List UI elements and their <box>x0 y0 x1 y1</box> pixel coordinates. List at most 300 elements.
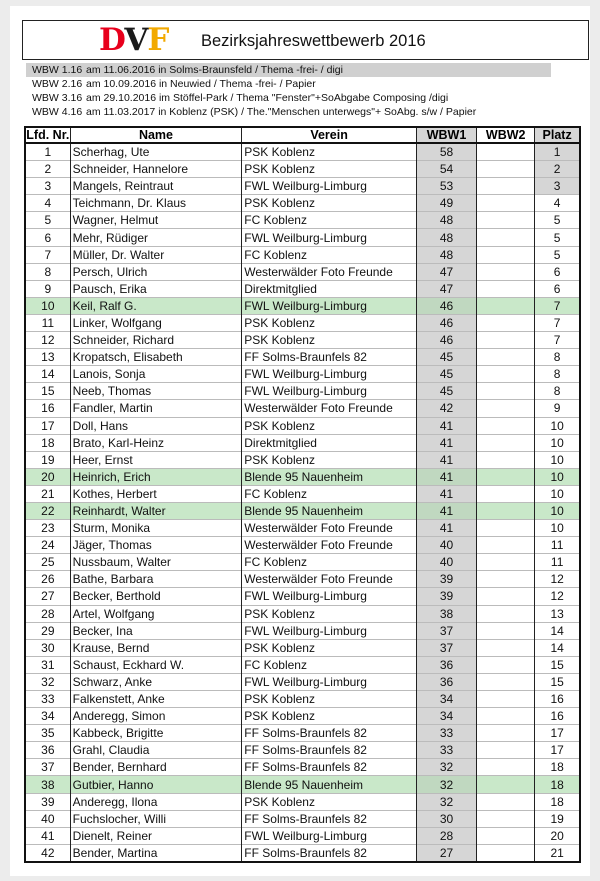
cell-wbw2 <box>477 280 535 297</box>
cell-wbw2 <box>477 537 535 554</box>
cell-wbw1: 36 <box>416 656 476 673</box>
cell-wbw2 <box>477 691 535 708</box>
cell-name: Scherhag, Ute <box>70 143 242 161</box>
cell-platz: 8 <box>535 383 580 400</box>
cell-wbw1: 42 <box>416 400 476 417</box>
cell-platz: 10 <box>535 451 580 468</box>
cell-name: Brato, Karl-Heinz <box>70 434 242 451</box>
cell-platz: 9 <box>535 400 580 417</box>
table-row <box>25 725 580 742</box>
cell-platz: 12 <box>535 588 580 605</box>
page-title: Bezirksjahreswettbewerb 2016 <box>201 32 426 50</box>
cell-lfd-nr: 20 <box>25 468 70 485</box>
cell-verein: PSK Koblenz <box>242 708 417 725</box>
cell-wbw2 <box>477 639 535 656</box>
table-row <box>25 161 580 178</box>
cell-wbw2 <box>477 314 535 331</box>
cell-verein: PSK Koblenz <box>242 793 417 810</box>
cell-name: Pausch, Erika <box>70 280 242 297</box>
cell-platz: 11 <box>535 554 580 571</box>
cell-verein: FC Koblenz <box>242 554 417 571</box>
cell-wbw2 <box>477 451 535 468</box>
cell-verein: PSK Koblenz <box>242 161 417 178</box>
cell-wbw2 <box>477 844 535 862</box>
table-row <box>25 451 580 468</box>
table-row <box>25 366 580 383</box>
cell-name: Grahl, Claudia <box>70 742 242 759</box>
table-row <box>25 708 580 725</box>
cell-verein: PSK Koblenz <box>242 417 417 434</box>
cell-verein: Westerwälder Foto Freunde <box>242 571 417 588</box>
cell-platz: 5 <box>535 246 580 263</box>
cell-platz: 6 <box>535 263 580 280</box>
cell-platz: 13 <box>535 605 580 622</box>
cell-lfd-nr: 32 <box>25 673 70 690</box>
cell-wbw2 <box>477 417 535 434</box>
cell-wbw2 <box>477 571 535 588</box>
table-row <box>25 417 580 434</box>
cell-wbw1: 48 <box>416 229 476 246</box>
cell-name: Heer, Ernst <box>70 451 242 468</box>
cell-lfd-nr: 1 <box>25 143 70 161</box>
dvf-logo: DVF <box>99 22 169 58</box>
table-row <box>25 314 580 331</box>
cell-platz: 14 <box>535 622 580 639</box>
cell-platz: 3 <box>535 178 580 195</box>
competition-item: WBW 2.16 am 10.09.2016 in Neuwied / Thema -frei- / Papier <box>32 78 316 90</box>
cell-verein: FWL Weilburg-Limburg <box>242 622 417 639</box>
cell-platz: 10 <box>535 468 580 485</box>
cell-name: Neeb, Thomas <box>70 383 242 400</box>
cell-name: Bathe, Barbara <box>70 571 242 588</box>
cell-platz: 12 <box>535 571 580 588</box>
cell-verein: FF Solms-Braunfels 82 <box>242 742 417 759</box>
cell-verein: FC Koblenz <box>242 246 417 263</box>
cell-lfd-nr: 39 <box>25 793 70 810</box>
cell-wbw2 <box>477 605 535 622</box>
cell-wbw1: 41 <box>416 520 476 537</box>
cell-wbw2 <box>477 468 535 485</box>
cell-lfd-nr: 3 <box>25 178 70 195</box>
cell-name: Keil, Ralf G. <box>70 297 242 314</box>
cell-wbw2 <box>477 383 535 400</box>
table-row <box>25 246 580 263</box>
cell-wbw2 <box>477 161 535 178</box>
cell-platz: 20 <box>535 827 580 844</box>
cell-wbw1: 36 <box>416 673 476 690</box>
cell-name: Dienelt, Reiner <box>70 827 242 844</box>
table-row <box>25 793 580 810</box>
cell-wbw1: 49 <box>416 195 476 212</box>
cell-verein: PSK Koblenz <box>242 195 417 212</box>
cell-name: Kothes, Herbert <box>70 485 242 502</box>
cell-lfd-nr: 7 <box>25 246 70 263</box>
cell-wbw2 <box>477 725 535 742</box>
cell-wbw1: 41 <box>416 417 476 434</box>
cell-verein: FF Solms-Braunfels 82 <box>242 725 417 742</box>
cell-name: Bender, Bernhard <box>70 759 242 776</box>
cell-wbw2 <box>477 827 535 844</box>
table-row <box>25 229 580 246</box>
cell-platz: 8 <box>535 366 580 383</box>
cell-wbw2 <box>477 673 535 690</box>
cell-lfd-nr: 8 <box>25 263 70 280</box>
cell-verein: PSK Koblenz <box>242 332 417 349</box>
cell-platz: 19 <box>535 810 580 827</box>
cell-wbw2 <box>477 588 535 605</box>
cell-platz: 18 <box>535 759 580 776</box>
cell-wbw2 <box>477 178 535 195</box>
cell-wbw1: 41 <box>416 502 476 519</box>
cell-verein: FWL Weilburg-Limburg <box>242 673 417 690</box>
cell-name: Linker, Wolfgang <box>70 314 242 331</box>
cell-lfd-nr: 37 <box>25 759 70 776</box>
cell-wbw2 <box>477 229 535 246</box>
cell-lfd-nr: 36 <box>25 742 70 759</box>
table-row <box>25 742 580 759</box>
cell-lfd-nr: 5 <box>25 212 70 229</box>
cell-platz: 7 <box>535 314 580 331</box>
cell-lfd-nr: 34 <box>25 708 70 725</box>
header-wbw1: WBW1 <box>416 127 476 143</box>
cell-wbw2 <box>477 195 535 212</box>
cell-name: Lanois, Sonja <box>70 366 242 383</box>
cell-lfd-nr: 33 <box>25 691 70 708</box>
table-row <box>25 434 580 451</box>
table-row <box>25 691 580 708</box>
cell-wbw2 <box>477 263 535 280</box>
cell-wbw2 <box>477 212 535 229</box>
cell-platz: 10 <box>535 417 580 434</box>
cell-verein: FWL Weilburg-Limburg <box>242 588 417 605</box>
cell-wbw1: 40 <box>416 554 476 571</box>
cell-platz: 1 <box>535 143 580 161</box>
header-box <box>22 20 589 60</box>
cell-lfd-nr: 19 <box>25 451 70 468</box>
header-name: Name <box>70 127 242 143</box>
cell-wbw2 <box>477 759 535 776</box>
cell-verein: FWL Weilburg-Limburg <box>242 383 417 400</box>
cell-name: Gutbier, Hanno <box>70 776 242 793</box>
cell-name: Wagner, Helmut <box>70 212 242 229</box>
cell-platz: 4 <box>535 195 580 212</box>
cell-name: Anderegg, Simon <box>70 708 242 725</box>
cell-platz: 18 <box>535 776 580 793</box>
cell-platz: 6 <box>535 280 580 297</box>
table-row <box>25 383 580 400</box>
cell-platz: 10 <box>535 485 580 502</box>
cell-verein: FC Koblenz <box>242 485 417 502</box>
cell-wbw1: 45 <box>416 349 476 366</box>
table-row <box>25 143 580 161</box>
cell-wbw1: 38 <box>416 605 476 622</box>
cell-wbw1: 39 <box>416 588 476 605</box>
cell-name: Persch, Ulrich <box>70 263 242 280</box>
cell-wbw1: 48 <box>416 212 476 229</box>
table-row <box>25 673 580 690</box>
cell-platz: 7 <box>535 332 580 349</box>
cell-name: Schneider, Richard <box>70 332 242 349</box>
cell-verein: PSK Koblenz <box>242 451 417 468</box>
table-row <box>25 332 580 349</box>
cell-lfd-nr: 4 <box>25 195 70 212</box>
cell-wbw2 <box>477 793 535 810</box>
cell-wbw2 <box>477 400 535 417</box>
table-row <box>25 588 580 605</box>
table-row <box>25 400 580 417</box>
cell-wbw1: 40 <box>416 537 476 554</box>
cell-verein: FWL Weilburg-Limburg <box>242 827 417 844</box>
table-row <box>25 810 580 827</box>
table-row <box>25 485 580 502</box>
cell-name: Mangels, Reintraut <box>70 178 242 195</box>
cell-name: Falkenstett, Anke <box>70 691 242 708</box>
cell-lfd-nr: 38 <box>25 776 70 793</box>
cell-platz: 8 <box>535 349 580 366</box>
table-row <box>25 639 580 656</box>
table-row <box>25 468 580 485</box>
cell-lfd-nr: 25 <box>25 554 70 571</box>
cell-verein: FF Solms-Braunfels 82 <box>242 810 417 827</box>
cell-name: Nussbaum, Walter <box>70 554 242 571</box>
cell-wbw2 <box>477 332 535 349</box>
cell-lfd-nr: 9 <box>25 280 70 297</box>
cell-wbw1: 53 <box>416 178 476 195</box>
cell-lfd-nr: 27 <box>25 588 70 605</box>
cell-wbw1: 39 <box>416 571 476 588</box>
table-row <box>25 554 580 571</box>
cell-name: Schaust, Eckhard W. <box>70 656 242 673</box>
cell-wbw1: 54 <box>416 161 476 178</box>
header-lfd-nr: Lfd. Nr. <box>26 128 70 142</box>
table-row <box>25 776 580 793</box>
table-row <box>25 605 580 622</box>
cell-wbw1: 41 <box>416 485 476 502</box>
cell-platz: 2 <box>535 161 580 178</box>
cell-verein: FWL Weilburg-Limburg <box>242 178 417 195</box>
cell-wbw2 <box>477 349 535 366</box>
cell-wbw1: 41 <box>416 468 476 485</box>
cell-verein: PSK Koblenz <box>242 143 417 161</box>
table-row <box>25 759 580 776</box>
cell-lfd-nr: 18 <box>25 434 70 451</box>
cell-platz: 14 <box>535 639 580 656</box>
cell-platz: 16 <box>535 708 580 725</box>
cell-verein: PSK Koblenz <box>242 639 417 656</box>
cell-name: Doll, Hans <box>70 417 242 434</box>
cell-name: Kabbeck, Brigitte <box>70 725 242 742</box>
cell-lfd-nr: 23 <box>25 520 70 537</box>
table-row <box>25 827 580 844</box>
cell-wbw1: 47 <box>416 263 476 280</box>
cell-wbw2 <box>477 366 535 383</box>
cell-wbw2 <box>477 554 535 571</box>
cell-lfd-nr: 14 <box>25 366 70 383</box>
cell-verein: Direktmitglied <box>242 434 417 451</box>
cell-wbw2 <box>477 776 535 793</box>
cell-wbw1: 37 <box>416 622 476 639</box>
cell-wbw1: 33 <box>416 725 476 742</box>
cell-verein: FC Koblenz <box>242 656 417 673</box>
cell-verein: Westerwälder Foto Freunde <box>242 537 417 554</box>
table-row <box>25 844 580 862</box>
cell-platz: 11 <box>535 537 580 554</box>
cell-name: Teichmann, Dr. Klaus <box>70 195 242 212</box>
cell-lfd-nr: 6 <box>25 229 70 246</box>
cell-lfd-nr: 21 <box>25 485 70 502</box>
cell-name: Bender, Martina <box>70 844 242 862</box>
cell-lfd-nr: 12 <box>25 332 70 349</box>
cell-lfd-nr: 42 <box>25 844 70 862</box>
cell-lfd-nr: 35 <box>25 725 70 742</box>
cell-verein: FF Solms-Braunfels 82 <box>242 759 417 776</box>
cell-platz: 10 <box>535 520 580 537</box>
header-wbw2: WBW2 <box>477 127 535 143</box>
cell-name: Heinrich, Erich <box>70 468 242 485</box>
competition-item: WBW 3.16 am 29.10.2016 im Stöffel-Park / Thema "Fenster"+SoAbgabe Composing /digi <box>32 92 449 104</box>
cell-verein: Blende 95 Nauenheim <box>242 468 417 485</box>
cell-wbw2 <box>477 434 535 451</box>
cell-wbw1: 28 <box>416 827 476 844</box>
cell-lfd-nr: 41 <box>25 827 70 844</box>
cell-wbw1: 30 <box>416 810 476 827</box>
cell-wbw1: 34 <box>416 691 476 708</box>
cell-platz: 10 <box>535 434 580 451</box>
cell-verein: PSK Koblenz <box>242 314 417 331</box>
cell-platz: 7 <box>535 297 580 314</box>
cell-name: Becker, Berthold <box>70 588 242 605</box>
cell-lfd-nr: 22 <box>25 502 70 519</box>
cell-verein: FC Koblenz <box>242 212 417 229</box>
cell-lfd-nr: 31 <box>25 656 70 673</box>
cell-name: Schwarz, Anke <box>70 673 242 690</box>
cell-lfd-nr: 2 <box>25 161 70 178</box>
table-row <box>25 537 580 554</box>
cell-wbw2 <box>477 708 535 725</box>
cell-platz: 17 <box>535 742 580 759</box>
cell-lfd-nr: 17 <box>25 417 70 434</box>
table-row <box>25 656 580 673</box>
cell-wbw1: 41 <box>416 434 476 451</box>
table-row <box>25 520 580 537</box>
cell-wbw1: 32 <box>416 793 476 810</box>
cell-wbw2 <box>477 622 535 639</box>
cell-wbw1: 34 <box>416 708 476 725</box>
cell-name: Krause, Bernd <box>70 639 242 656</box>
competition-list <box>26 63 551 119</box>
cell-lfd-nr: 26 <box>25 571 70 588</box>
cell-wbw1: 27 <box>416 844 476 862</box>
competition-item: WBW 4.16 am 11.03.2017 in Koblenz (PSK) / The."Menschen unterwegs"+ SoAbg. s/w / Papier <box>32 106 477 118</box>
cell-name: Artel, Wolfgang <box>70 605 242 622</box>
cell-platz: 18 <box>535 793 580 810</box>
cell-wbw1: 45 <box>416 366 476 383</box>
table-row <box>25 622 580 639</box>
cell-lfd-nr: 13 <box>25 349 70 366</box>
cell-wbw2 <box>477 656 535 673</box>
table-row <box>25 280 580 297</box>
cell-wbw2 <box>477 246 535 263</box>
table-row <box>25 263 580 280</box>
table-row <box>25 212 580 229</box>
cell-verein: Blende 95 Nauenheim <box>242 776 417 793</box>
table-body <box>25 143 580 862</box>
cell-verein: Westerwälder Foto Freunde <box>242 400 417 417</box>
cell-platz: 10 <box>535 502 580 519</box>
cell-lfd-nr: 16 <box>25 400 70 417</box>
cell-wbw2 <box>477 810 535 827</box>
cell-wbw1: 48 <box>416 246 476 263</box>
cell-platz: 21 <box>535 844 580 862</box>
cell-lfd-nr: 24 <box>25 537 70 554</box>
cell-wbw1: 46 <box>416 297 476 314</box>
cell-wbw1: 41 <box>416 451 476 468</box>
cell-wbw2 <box>477 742 535 759</box>
cell-name: Sturm, Monika <box>70 520 242 537</box>
cell-wbw1: 46 <box>416 332 476 349</box>
cell-verein: FF Solms-Braunfels 82 <box>242 844 417 862</box>
cell-wbw2 <box>477 297 535 314</box>
table-header-row <box>25 127 580 143</box>
cell-verein: FWL Weilburg-Limburg <box>242 366 417 383</box>
cell-wbw1: 47 <box>416 280 476 297</box>
competition-item: WBW 1.16 am 11.06.2016 in Solms-Braunsfeld / Thema -frei- / digi <box>26 63 551 77</box>
cell-name: Müller, Dr. Walter <box>70 246 242 263</box>
cell-lfd-nr: 29 <box>25 622 70 639</box>
cell-lfd-nr: 10 <box>25 297 70 314</box>
cell-wbw1: 45 <box>416 383 476 400</box>
cell-platz: 5 <box>535 212 580 229</box>
cell-verein: FWL Weilburg-Limburg <box>242 229 417 246</box>
cell-verein: FWL Weilburg-Limburg <box>242 297 417 314</box>
cell-wbw2 <box>477 520 535 537</box>
cell-platz: 15 <box>535 673 580 690</box>
cell-verein: Westerwälder Foto Freunde <box>242 520 417 537</box>
cell-lfd-nr: 30 <box>25 639 70 656</box>
cell-platz: 15 <box>535 656 580 673</box>
cell-verein: Direktmitglied <box>242 280 417 297</box>
cell-wbw1: 37 <box>416 639 476 656</box>
cell-lfd-nr: 40 <box>25 810 70 827</box>
cell-wbw1: 33 <box>416 742 476 759</box>
cell-name: Fandler, Martin <box>70 400 242 417</box>
cell-name: Jäger, Thomas <box>70 537 242 554</box>
results-table <box>24 126 581 863</box>
cell-wbw1: 46 <box>416 314 476 331</box>
cell-platz: 5 <box>535 229 580 246</box>
cell-wbw1: 32 <box>416 759 476 776</box>
cell-platz: 16 <box>535 691 580 708</box>
cell-name: Schneider, Hannelore <box>70 161 242 178</box>
cell-verein: FF Solms-Braunfels 82 <box>242 349 417 366</box>
table-row <box>25 571 580 588</box>
cell-name: Reinhardt, Walter <box>70 502 242 519</box>
cell-wbw2 <box>477 143 535 161</box>
table-row <box>25 349 580 366</box>
header-verein: Verein <box>242 127 417 143</box>
cell-lfd-nr: 11 <box>25 314 70 331</box>
cell-lfd-nr: 28 <box>25 605 70 622</box>
cell-wbw2 <box>477 485 535 502</box>
cell-lfd-nr: 15 <box>25 383 70 400</box>
header-platz: Platz <box>535 127 580 143</box>
cell-verein: Westerwälder Foto Freunde <box>242 263 417 280</box>
cell-name: Becker, Ina <box>70 622 242 639</box>
cell-name: Mehr, Rüdiger <box>70 229 242 246</box>
cell-verein: PSK Koblenz <box>242 691 417 708</box>
table-row <box>25 195 580 212</box>
cell-name: Anderegg, Ilona <box>70 793 242 810</box>
